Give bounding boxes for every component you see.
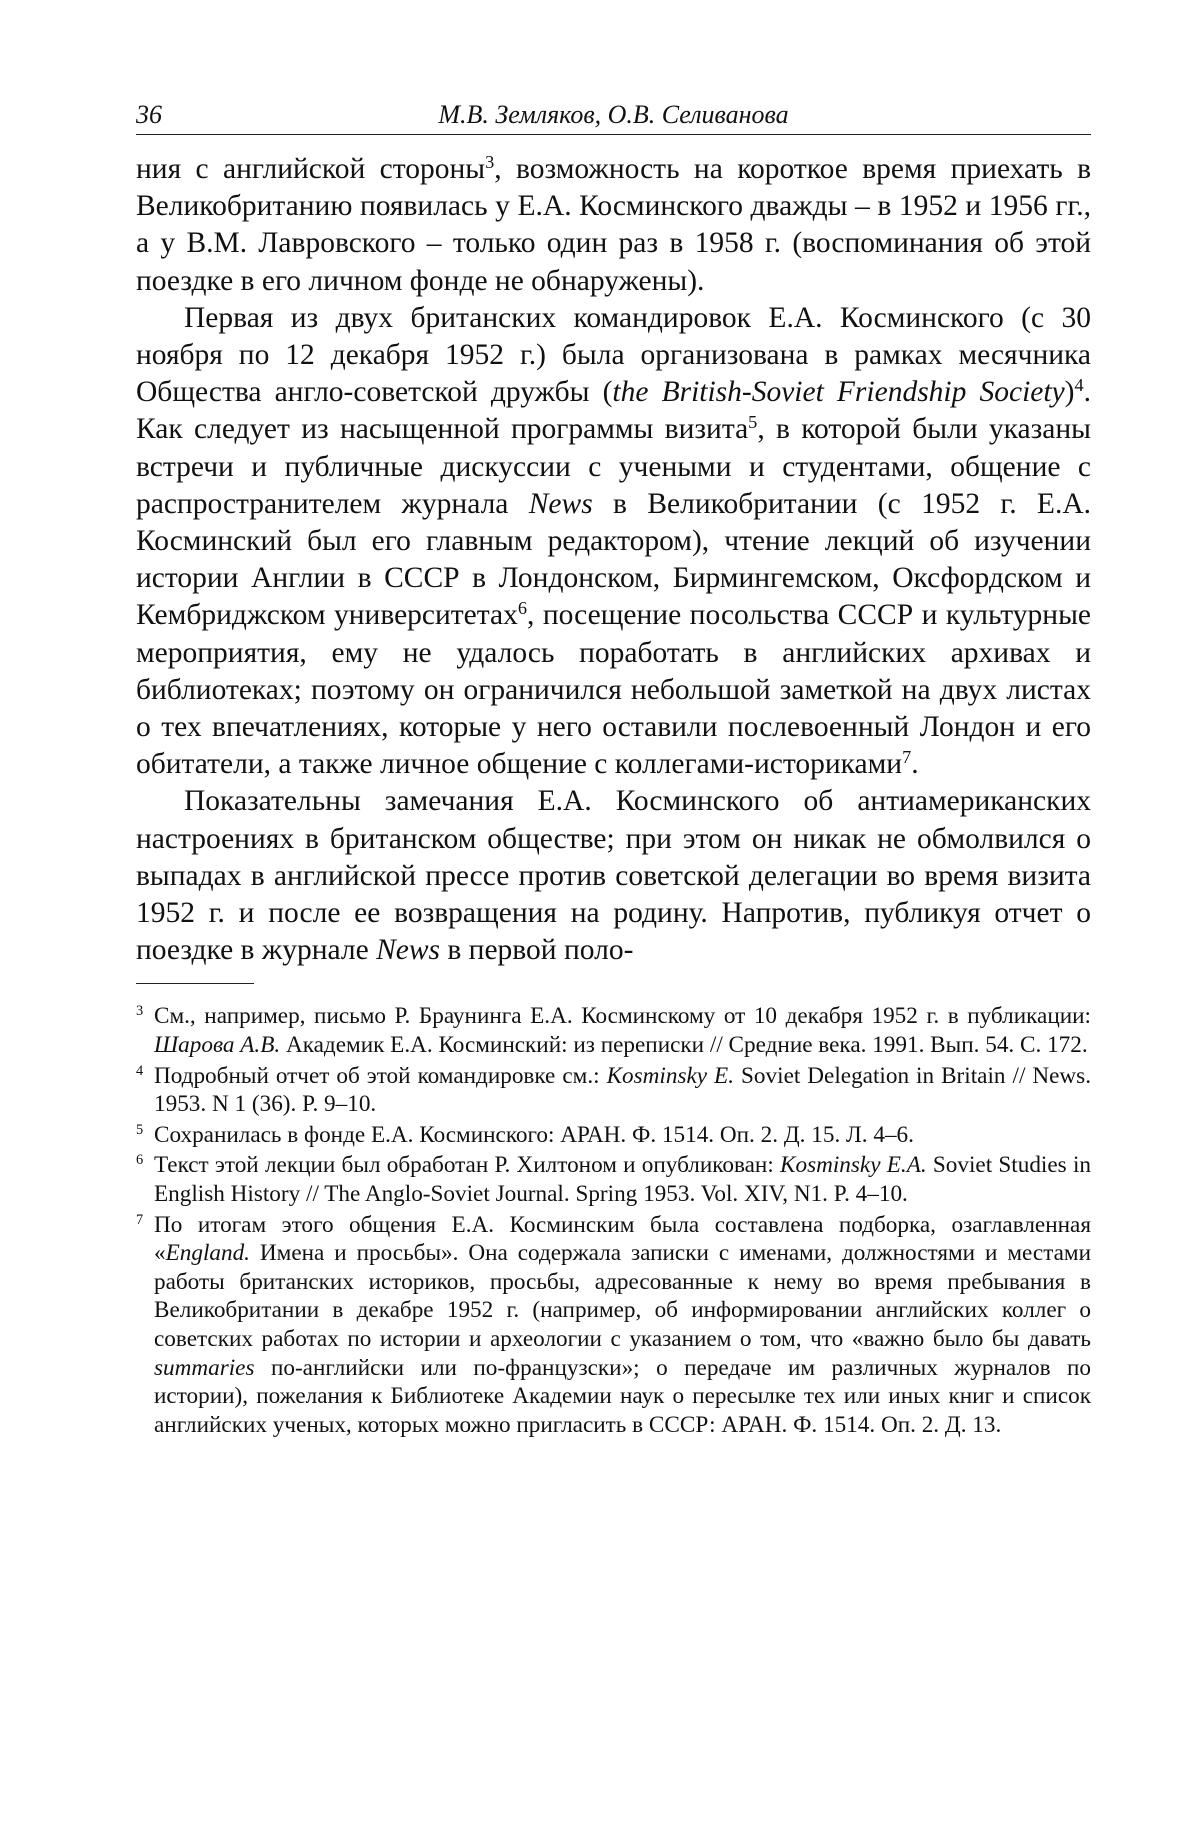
footnote-number: 4 [136,1062,144,1079]
italic-society-name: the British-Soviet Friendship Society [612,376,1065,409]
footnotes [136,1002,1091,1439]
running-head-authors: М.В. Земляков, О.В. Селиванова [438,100,789,129]
paragraph-2: Первая из двух британских командировок Е.А. Косминского (с 30 ноября по 12 декабря 1952 г.) была организована в рамках месячника Общества англо-советской дружбы (the British-Soviet Friendship Society)$^4$. Как следует из насыщенной программы визита$^5$, в которой были указаны встречи и публичные дискуссии с учеными и студентами, общение с распространителем журнала News в Великобритании (с 1952 г. Е.А. Косминский был его главным редактором), чтение лекций об изучении истории Англии в СССР в Лондонском, Бирмингемском, Оксфордском и Кембриджском университетах$^6$, посещение посольства СССР и культурные мероприятия, ему не удалось поработать в английских архивах и библиотеках; поэтому он ограничился небольшой заметкой на двух листах о тех впечатлениях, которые у него оставили послевоенный Лондон и его обитатели, а также личное общение с коллегами-историками$^7$. [136,301,1092,781]
italic-news: News [528,487,593,520]
footnote-divider [136,983,254,984]
footnote-ref-5[interactable]: 5 [748,412,758,433]
running-head [136,96,1091,135]
paragraph-3: Показательны замечания Е.А. Косминского об антиамериканских настроениях в британском обществе; при этом он никак не обмолвился о выпадах в английской прессе против советской делегации во время визита 1952 г. и после ее возвращения на родину. Напротив, публикуя отчет о поездке в журнале News в первой поло- [136,785,1091,967]
footnote-ref-7[interactable]: 7 [902,747,912,768]
footnote-number: 6 [136,1152,144,1169]
footnote-7: 7 По итогам этого общения Е.А. Косминским была составлена подборка, озаглавленная «England. Имена и просьбы». Она содержала записки с именами, должностями и местами работы британских историков, просьбы, адресованные к нему во время пребывания в Великобритании в декабре 1952 г. (например, об информировании английских коллег о советских работах по истории и археологии с указанием о том, что «важно было бы давать summaries по-английски или по-французски»; о передаче им различных журналов по истории), пожелания к Библиотеке Академии наук о пересылке тех или иных книг и список английских ученых, которых можно пригласить в СССР: АРАН. Ф. 1514. Оп. 2. Д. 13. [136,1211,1091,1438]
footnote-number: 7 [136,1211,144,1228]
main-text [136,151,1091,969]
footnote-ref-4[interactable]: 4 [1074,375,1084,396]
footnote-ref-6[interactable]: 6 [517,598,528,619]
italic-news: News [376,934,440,967]
footnote-3: 3 См., например, письмо Р. Браунинга Е.А. Косминскому от 10 декабря 1952 г. в публикации: Шарова А.В. Академик Е.А. Косминский: из переписки // Средние века. 1991. Вып. 54. С. 172. [136,1003,1091,1059]
footnote-5: 5 Сохранилась в фонде Е.А. Косминского: АРАН. Ф. 1514. Оп. 2. Д. 15. Л. 4–6. [136,1121,914,1148]
paragraph-1: ния с английской стороны$^3$, возможность на короткое время приехать в Великобританию появилась у Е.А. Косминского дважды – в 1952 и 1956 гг., а у В.М. Лавровского – только один раз в 1958 г. (воспоминания об этой поездке в его личном фонде не обнаружены). [136,151,1092,297]
footnote-number: 5 [136,1121,144,1138]
book-page [136,96,1091,1441]
footnote-6: 6 Текст этой лекции был обработан Р. Хилтоном и опубликован: Kosminsky E.A. Soviet Studies in English History // The Anglo-Soviet Journal. Spring 1953. Vol. XIV, N1. P. 4–10. [136,1152,1091,1208]
footnote-number: 3 [136,1003,144,1020]
page-number: 36 [136,100,162,129]
footnote-4: 4 Подробный отчет об этой командировке см.: Kosminsky E. Soviet Delegation in Britain // News. 1953. N 1 (36). P. 9–10. [136,1062,1091,1118]
footnote-ref-3[interactable]: 3 [485,151,495,172]
